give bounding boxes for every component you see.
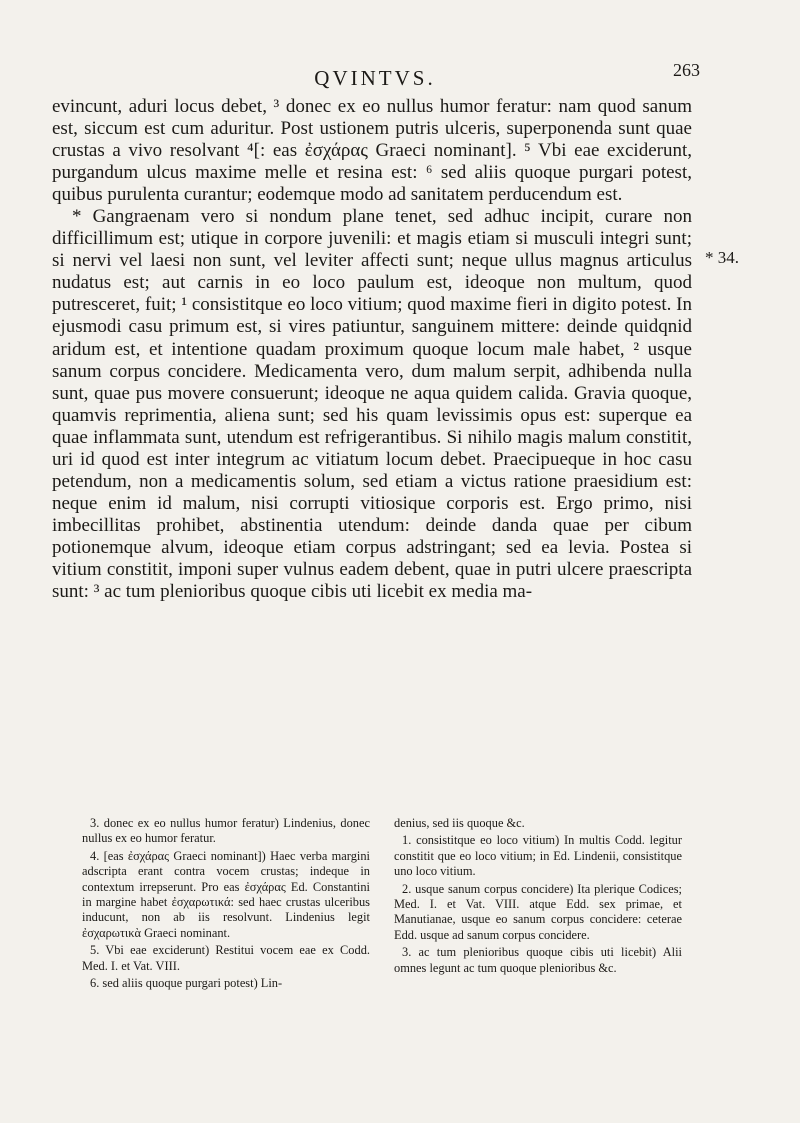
- footnotes-left-column: [82, 816, 370, 993]
- page-header: [50, 60, 700, 94]
- footnote: 2. usque sanum corpus concidere) Ita plerique Codices; Med. I. et Vat. VIII. atque Edd. sex primae, et Manutianae, usque eo sanum corpus concidere: ceterae Edd. usque ad sanum corpus concidere.: [394, 881, 682, 942]
- footnotes-right-column: [394, 816, 682, 993]
- paragraph: evincunt, aduri locus debet, ³ donec ex eo nullus humor feratur: nam quod sanum est, siccum est cum aduritur. Post ustionem putris ulceris, superponenda sunt quae crustas a vivo resolvant ⁴[: eas ἐσχάρας Graeci nominant]. ⁵ Vbi eae exciderunt, purgandum ulcus maxime melle et resina est: ⁶ sed aliis quoque purgari potest, quibus purulenta curantur; eodemque modo ad sanitatem perducendum est.: [52, 96, 692, 206]
- footnote: 3. ac tum plenioribus quoque cibis uti licebit) Alii omnes legunt ac tum quoque plenioribus &c.: [394, 945, 682, 975]
- footnotes: [82, 816, 682, 993]
- paragraph: * Gangraenam vero si nondum plane tenet, sed adhuc incipit, curare non difficillimum est; utique in corpore juvenili: et magis etiam si musculi integri sunt; si nervi vel laesi non sunt, vel leviter affecti sunt; neque ullus magnus articulus nudatus est; aut carnis in eo loco paulum est, ideoque non multum, quod putresceret, fuit; ¹ consistitque eo loco vitium; quod maxime fieri in digito potest. In ejusmodi casu primum est, si vires patiuntur, sanguinem mittere: deinde quidqnid aridum est, et intentione quadam proximum quoque locum male habet, ² usque sanum corpus concidere. Medicamenta vero, dum malum serpit, adhibenda nulla sunt, quae pus movere consuerunt; ideoque ne aqua quidem calida. Gravia quoque, quamvis reprimentia, aliena sunt; sed his quam levissimis opus est: superque ea quae inflammata sunt, utendum est refrigerantibus. Si nihilo magis malum constitit, uri id quod est inter integrum ac vitiatum locum debet. Praecipueque in hoc casu petendum, non a medicamentis solum, sed etiam a victus ratione praesidium est: neque enim id malum, nisi corrupti vitiosique corporis est. Ergo primo, nisi imbecillitas prohibet, abstinentia utendum: deinde danda quae per cibum potionemque alvum, ideoque etiam corpus adstringant; sed ea levia. Postea si vitium constitit, imponi super vulnus eadem debent, quae in putri ulcere praescripta sunt: ³ ac tum plenioribus quoque cibis uti licebit ex media ma-: [52, 206, 692, 603]
- page-number: 263: [673, 60, 700, 80]
- main-text: [52, 96, 692, 603]
- footnote: 6. sed aliis quoque purgari potest) Lin-: [90, 976, 283, 991]
- running-head: QVINTVS.: [314, 66, 436, 90]
- footnote: 1. consistitque eo loco vitium) In multis Codd. legitur constitit que eo loco vitium; in Ed. Lindenii, consistitque uno loco vitium.: [394, 833, 682, 879]
- footnote: denius, sed iis quoque &c.: [394, 816, 525, 830]
- margin-marker: * 34.: [705, 248, 739, 267]
- footnote: 3. donec ex eo nullus humor feratur) Lindenius, donec nullus ex eo humor feratur.: [82, 816, 370, 846]
- footnote: 5. Vbi eae exciderunt) Restitui vocem eae ex Codd. Med. I. et Vat. VIII.: [82, 943, 370, 973]
- footnote: 4. [eas ἐσχάρας Graeci nominant]) Haec verba margini adscripta erant contra vocem crustas; indeque in contextum irrepserunt. Pro eas ἐσχάρας Ed. Constantini in margine habet ἐσχαρωτικά: sed haec crustas ulceribus inducunt, non ab iis resolvunt. Lindenius legit ἐσχαρωτικὰ Graeci nominant.: [82, 848, 370, 940]
